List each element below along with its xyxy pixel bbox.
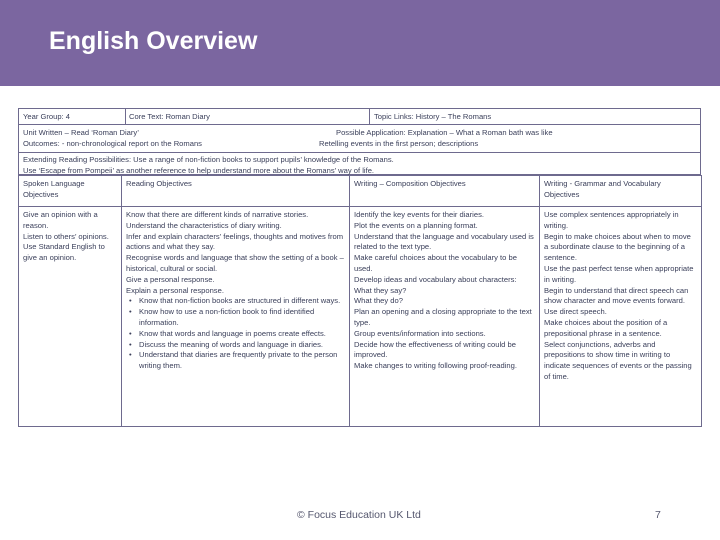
possible-application: Possible Application: Explanation – What a Roman bath was like bbox=[336, 128, 553, 137]
title-banner bbox=[0, 0, 720, 86]
outcomes: Outcomes: - non-chronological report on the Romans bbox=[23, 139, 202, 148]
divider bbox=[125, 109, 126, 124]
list-item: Give a personal response. bbox=[126, 274, 215, 284]
list-item: What they say? bbox=[354, 285, 407, 295]
page-number: 7 bbox=[655, 509, 661, 521]
list-item: Plan an opening and a closing appropriate to the text type. bbox=[354, 307, 532, 327]
spoken-objectives bbox=[19, 207, 122, 427]
reading-objectives bbox=[122, 207, 350, 427]
list-item: Use complex sentences appropriately in writing. bbox=[544, 210, 679, 230]
list-item: Group events/information into sections. bbox=[354, 328, 486, 338]
bullet-item: • Know that non-fiction books are structured in different ways. bbox=[139, 296, 345, 307]
bullet-item: • Discuss the meaning of words and language in diaries. bbox=[139, 340, 345, 351]
objectives-body-row bbox=[19, 207, 702, 427]
list-item: Decide how the effectiveness of writing could be improved. bbox=[354, 339, 516, 360]
list-item: Select conjunctions, adverbs and prepositions to show time in writing to indicate sequences of events or the passing of time. bbox=[544, 339, 692, 381]
grammar-objectives bbox=[540, 207, 702, 427]
list-item: Make choices about the position of a prepositional phrase in a sentence. bbox=[544, 317, 668, 338]
list-item: Understand that the language and vocabulary used is related to the text type. bbox=[354, 231, 534, 252]
list-item: Begin to understand that direct speech can show character and move events forward. bbox=[544, 285, 689, 306]
composition-objectives bbox=[350, 207, 540, 427]
list-item: Use direct speech. bbox=[544, 307, 607, 317]
objectives-header-row bbox=[19, 176, 702, 207]
objectives-table bbox=[18, 175, 702, 427]
header-spoken: Spoken Language Objectives bbox=[19, 176, 122, 207]
list-item: Understand the characteristics of diary writing. bbox=[126, 220, 282, 230]
header-grammar: Writing - Grammar and Vocabulary Objectives bbox=[540, 176, 702, 207]
page-title: English Overview bbox=[49, 27, 258, 55]
list-item: Explain a personal response. bbox=[126, 285, 224, 295]
list-item: Begin to make choices about when to move a subordinate clause to the beginning of a sentence. bbox=[544, 231, 691, 263]
retelling: Retelling events in the first person; descriptions bbox=[319, 139, 479, 148]
topic-links: Topic Links: History – The Romans bbox=[374, 112, 492, 121]
info-row-3 bbox=[18, 153, 701, 175]
extending-reading-2: Use ‘Escape from Pompeii’ as another reference to help understand more about the Romans’ way of life. bbox=[23, 166, 375, 175]
list-item: Infer and explain characters’ feelings, thoughts and motives from actions and what they say. bbox=[126, 231, 344, 252]
list-item: Make changes to writing following proof-reading. bbox=[354, 361, 517, 371]
bullet-item: • Understand that diaries are frequently private to the person writing them. bbox=[139, 350, 345, 372]
info-row-2 bbox=[18, 125, 701, 153]
list-item: Use Standard English to give an opinion. bbox=[23, 242, 105, 263]
bullet-item: • Know how to use a non-fiction book to find identified information. bbox=[139, 307, 345, 329]
list-item: Give an opinion with a reason. bbox=[23, 210, 98, 230]
bullet-item: • Know that words and language in poems create effects. bbox=[139, 329, 345, 340]
list-item: What they do? bbox=[354, 296, 403, 306]
list-item: Plot the events on a planning format. bbox=[354, 220, 478, 230]
list-item: Listen to others’ opinions. bbox=[23, 231, 109, 241]
list-item: Make careful choices about the vocabulary to be used. bbox=[354, 253, 517, 273]
header-reading: Reading Objectives bbox=[122, 176, 350, 207]
header-composition: Writing – Composition Objectives bbox=[350, 176, 540, 207]
extending-reading-1: Extending Reading Possibilities: Use a range of non-fiction books to support pupils’ knowledge of the Romans. bbox=[23, 155, 394, 164]
reading-bullet-list bbox=[126, 296, 345, 372]
list-item: Recognise words and language that show the setting of a book – historical, cultural or social. bbox=[126, 253, 344, 273]
list-item: Develop ideas and vocabulary about characters: bbox=[354, 274, 517, 284]
unit-written: Unit Written – Read ‘Roman Diary’ bbox=[23, 128, 139, 137]
copyright-footer: © Focus Education UK Ltd bbox=[297, 509, 421, 521]
divider bbox=[369, 109, 370, 124]
list-item: Use the past perfect tense when appropriate in writing. bbox=[544, 263, 694, 284]
info-row-1 bbox=[18, 108, 701, 125]
overview-document bbox=[18, 108, 701, 427]
list-item: Identify the key events for their diaries. bbox=[354, 210, 485, 219]
core-text: Core Text: Roman Diary bbox=[129, 112, 210, 121]
list-item: Know that there are different kinds of narrative stories. bbox=[126, 210, 309, 219]
year-group: Year Group: 4 bbox=[23, 112, 71, 121]
